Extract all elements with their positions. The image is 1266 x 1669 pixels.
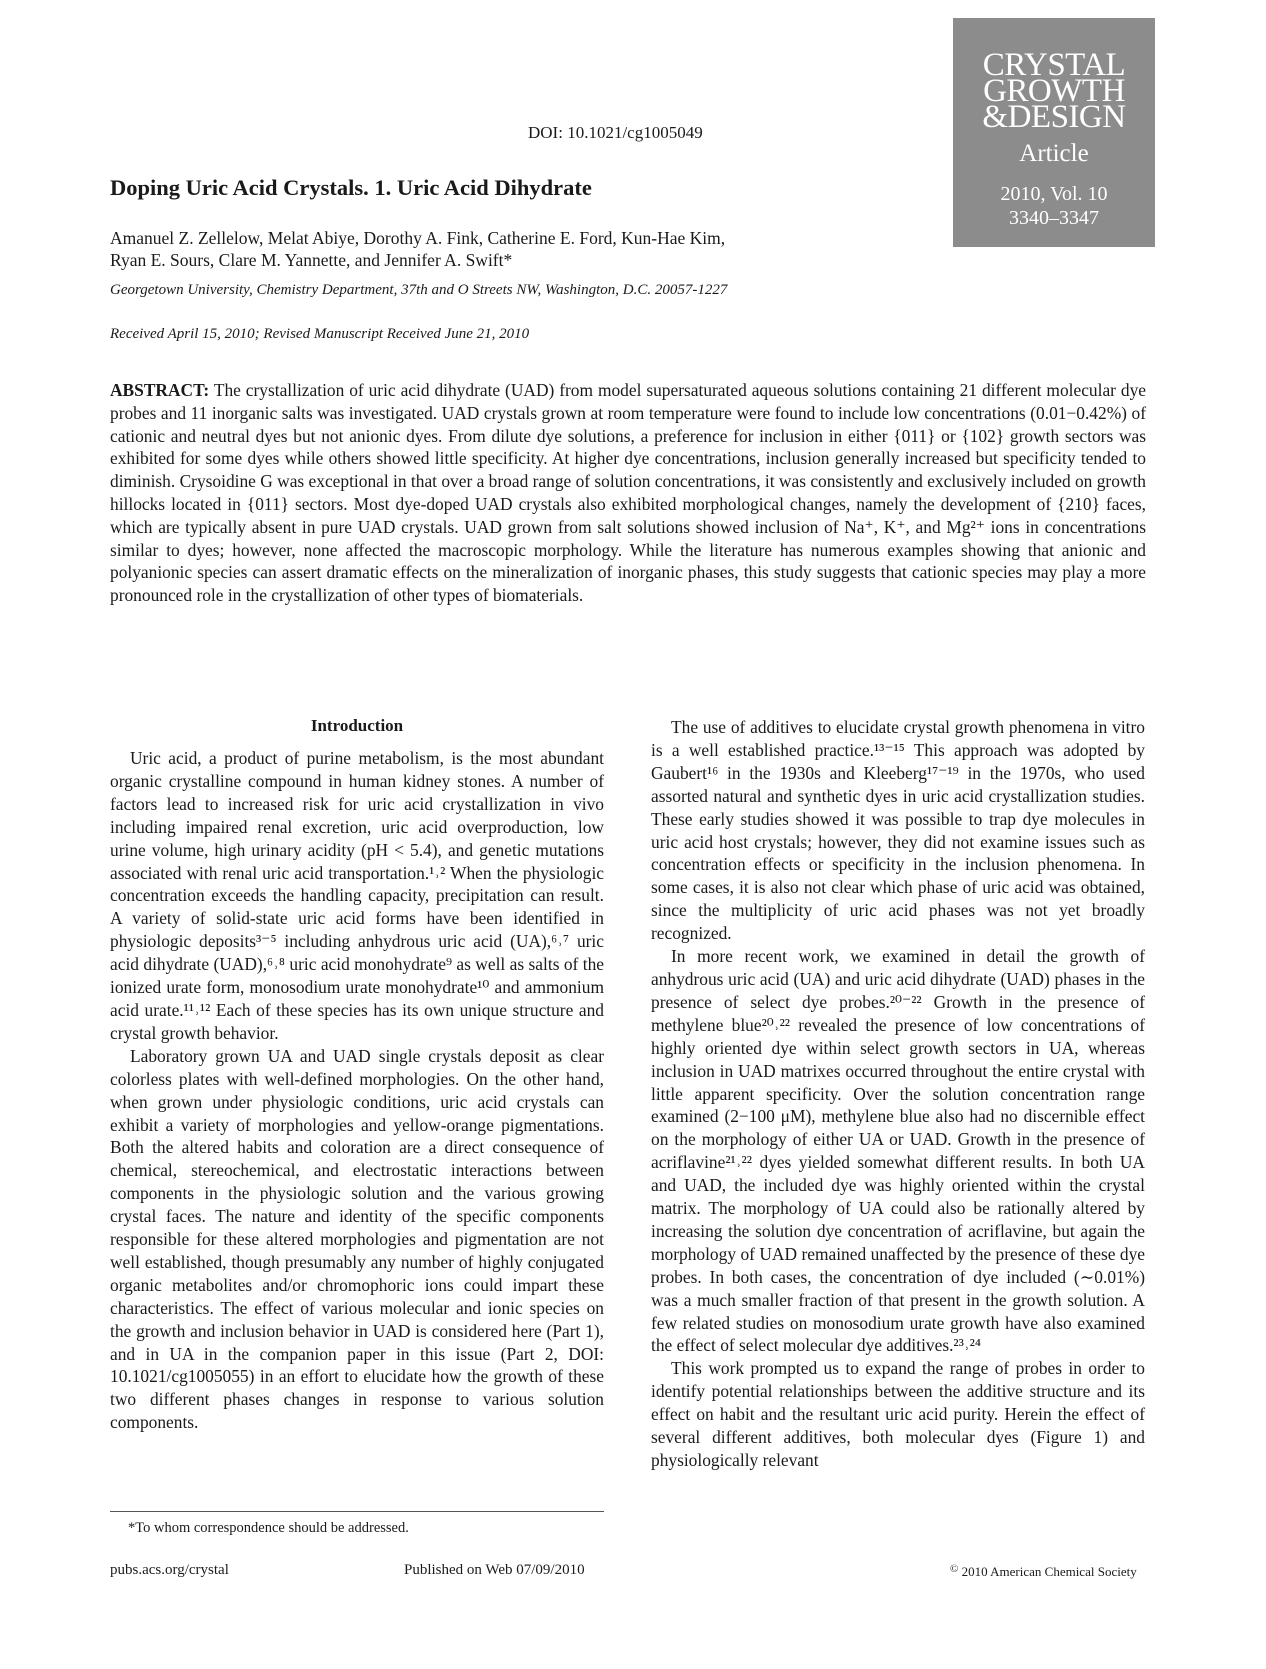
authors-line-2: Ryan E. Sours, Clare M. Yannette, and Jennifer A. Swift* (110, 250, 513, 270)
footer-url: pubs.acs.org/crystal (110, 1562, 229, 1578)
journal-badge (953, 18, 1155, 247)
left-column (110, 713, 604, 1434)
abstract-label: ABSTRACT: (110, 380, 210, 400)
footer-published: Published on Web 07/09/2010 (404, 1562, 585, 1578)
affiliation: Georgetown University, Chemistry Department, 37th and O Streets NW, Washington, D.C. 20057-1227 (110, 282, 728, 298)
article-title: Doping Uric Acid Crystals. 1. Uric Acid Dihydrate (110, 175, 592, 200)
journal-logo (953, 47, 1155, 135)
doi: DOI: 10.1021/cg1005049 (528, 123, 703, 142)
authors (110, 227, 870, 271)
footer-copyright (950, 1563, 1137, 1580)
received-dates: Received April 15, 2010; Revised Manuscript Received June 21, 2010 (110, 326, 530, 342)
copyright-icon: © (950, 1563, 959, 1575)
paragraph: Laboratory grown UA and UAD single crystals deposit as clear colorless plates with well-defined morphologies. On the other hand, when grown under physiologic conditions, uric acid crystals can exhibit a variety of morphologies and yellow-orange pigmentations. Both the altered habits and coloration are a direct consequence of chemical, stereochemical, and electrostatic interactions between components in the physiologic solution and the various growing crystal faces. The nature and identity of the specific components responsible for these altered morphologies and pigmentation are not well established, though presumably any number of highly conjugated organic metabolites and/or chromophoric ions could impart these characteristics. The effect of various molecular and ionic species on the growth and inclusion behavior in UAD is considered here (Part 1), and in UA in the companion paper in this issue (Part 2, DOI: 10.1021/cg1005055) in an effort to elucidate how the growth of these two different phases changes in response to various solution components. (110, 1045, 604, 1433)
paragraph: In more recent work, we examined in detail the growth of anhydrous uric acid (UA) and uric acid dihydrate (UAD) phases in the presence of select dye probes.²⁰⁻²² Growth in the presence of methylene blue²⁰˒²² revealed the presence of low concentrations of highly oriented dye within select growth sectors in UA, whereas inclusion in UAD matrixes occurred throughout the entire crystal with little apparent specificity. Over the solution concentration range examined (2−100 μM), methylene blue also had no discernible effect on the morphology of either UA or UAD. Growth in the presence of acriflavine²¹˒²² dyes yielded somewhat different results. In both UA and UAD, the included dye was highly oriented within the crystal matrix. The morphology of UA could also be rationally altered by increasing the solution dye concentration of acriflavine, but again the morphology of UAD remained unaffected by the presence of these dye probes. In both cases, the concentration of dye included (∼0.01%) was a much smaller fraction of that present in the growth solution. A few related studies on monosodium urate growth have also examined the effect of select molecular dye additives.²³˒²⁴ (651, 946, 1145, 1356)
abstract-text: The crystallization of uric acid dihydrate (UAD) from model supersaturated aqueous solutions containing 21 different molecular dye probes and 11 inorganic salts was investigated. UAD crystals grown at room temperature were found to include low concentrations (0.01−0.42%) of cationic and neutral dyes but not anionic dyes. From dilute dye solutions, a preference for inclusion in either {011} or {102} growth sectors was exhibited for some dyes while others showed little specificity. At higher dye concentrations, inclusion generally increased but specificity tended to diminish. Crysoidine G was exceptional in that over a broad range of solution concentrations, it was consistently and exclusively included on growth hillocks located in {011} sectors. Most dye-doped UAD crystals also exhibited morphological changes, namely the development of {210} faces, which are typically absent in pure UAD crystals. UAD grown from salt solutions showed inclusion of Na⁺, K⁺, and Mg²⁺ ions in concentrations similar to dyes; however, none affected the macroscopic morphology. While the literature has numerous examples showing that anionic and polyanionic species can assert dramatic effects on the mineralization of inorganic phases, this study suggests that cationic species may play a more pronounced role in the crystallization of other types of biomaterials. (110, 380, 1146, 606)
authors-line-1: Amanuel Z. Zellelow, Melat Abiye, Dorothy A. Fink, Catherine E. Ford, Kun-Hae Kim, (110, 228, 726, 248)
right-column (651, 716, 1145, 1472)
volume-info (953, 182, 1155, 230)
footnote: *To whom correspondence should be addressed. (128, 1520, 409, 1536)
paragraph: Uric acid, a product of purine metabolism, is the most abundant organic crystalline compound in human kidney stones. A number of factors lead to increased risk for uric acid crystallization in vivo including impaired renal excretion, uric acid overproduction, low urine volume, high urinary acidity (pH < 5.4), and genetic mutations associated with renal uric acid transportation.¹˒² When the physiologic concentration exceeds the handling capacity, precipitation can result. A variety of solid-state uric acid forms have been identified in physiologic deposits³⁻⁵ including anhydrous uric acid (UA),⁶˒⁷ uric acid dihydrate (UAD),⁶˒⁸ uric acid monohydrate⁹ as well as salts of the ionized urate form, monosodium urate monohydrate¹⁰ and ammonium acid urate.¹¹˒¹² Each of these species has its own unique structure and crystal growth behavior. (110, 748, 604, 1043)
journal-line-1: CRYSTAL (982, 47, 1126, 83)
copyright-text: 2010 American Chemical Society (961, 1564, 1137, 1579)
footnote-divider (110, 1511, 604, 1512)
article-type: Article (1019, 140, 1089, 167)
pages: 3340–3347 (1009, 207, 1099, 229)
journal-line-2: GROWTH (983, 73, 1125, 109)
section-heading: Introduction (310, 716, 404, 735)
abstract (110, 379, 1146, 607)
paragraph: This work prompted us to expand the range of probes in order to identify potential relationships between the additive structure and its effect on habit and the resultant uric acid purity. Herein the effect of several different additives, both molecular dyes (Figure 1) and physiologically relevant (651, 1358, 1145, 1470)
paragraph: The use of additives to elucidate crystal growth phenomena in vitro is a well established practice.¹³⁻¹⁵ This approach was adopted by Gaubert¹⁶ in the 1930s and Kleeberg¹⁷⁻¹⁹ in the 1970s, who used assorted natural and synthetic dyes in uric acid crystallization studies. These early studies showed it was possible to trap dye molecules in uric acid host crystals; however, they did not examine issues such as concentration effects or specificity in the inclusion phenomena. In some cases, it is also not clear which phase of uric acid was obtained, since the multiplicity of uric acid phases was not yet broadly recognized. (651, 717, 1145, 944)
volume: 2010, Vol. 10 (1000, 183, 1108, 205)
journal-line-3: &DESIGN (982, 99, 1126, 135)
